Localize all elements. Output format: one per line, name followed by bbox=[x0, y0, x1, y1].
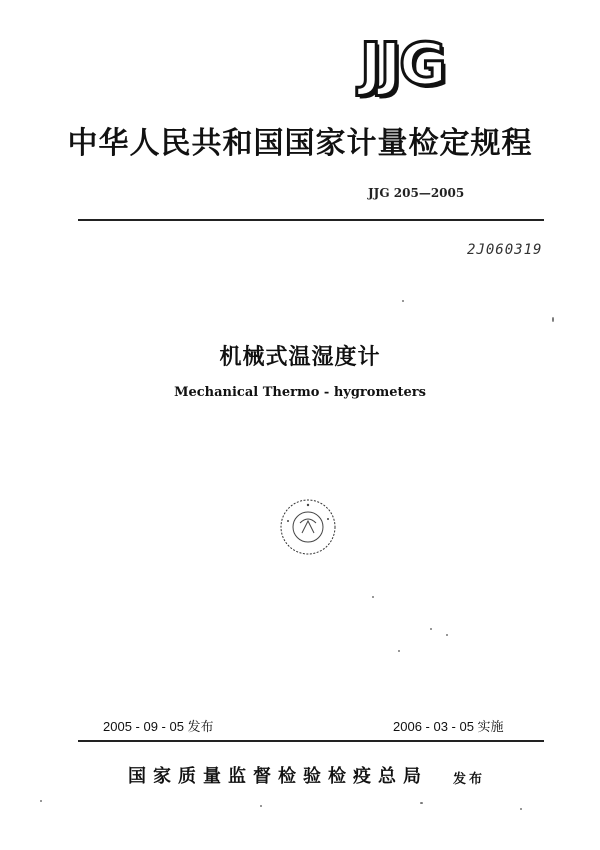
scan-speck bbox=[40, 800, 42, 802]
scan-speck bbox=[372, 596, 374, 598]
scan-speck bbox=[552, 317, 554, 322]
standard-code: JJG 205—2005 bbox=[368, 186, 465, 200]
issuing-authority-suffix: 发布 bbox=[453, 772, 486, 787]
scan-speck bbox=[260, 805, 262, 807]
issue-date: 2005 - 09 - 05 发布 bbox=[103, 719, 214, 734]
library-stamp-seal bbox=[278, 497, 338, 557]
implementation-date: 2006 - 03 - 05 实施 bbox=[393, 719, 504, 734]
scan-speck bbox=[420, 802, 423, 804]
regulation-category-title: 中华人民共和国国家计量检定规程 bbox=[67, 126, 533, 161]
issuing-authority: 国家质量监督检验检疫总局 bbox=[128, 766, 428, 787]
document-title-cn: 机械式温湿度计 bbox=[219, 345, 381, 370]
jjg-logo: JJG bbox=[360, 30, 445, 98]
scan-speck bbox=[520, 808, 522, 810]
bottom-divider bbox=[78, 740, 544, 742]
serial-number: 2J060319 bbox=[467, 242, 543, 258]
scan-speck bbox=[446, 634, 448, 636]
scan-speck bbox=[398, 650, 400, 652]
scan-speck bbox=[402, 300, 404, 302]
scan-speck bbox=[430, 628, 432, 630]
document-title-en: Mechanical Thermo - hygrometers bbox=[174, 385, 426, 400]
top-divider bbox=[78, 219, 544, 221]
